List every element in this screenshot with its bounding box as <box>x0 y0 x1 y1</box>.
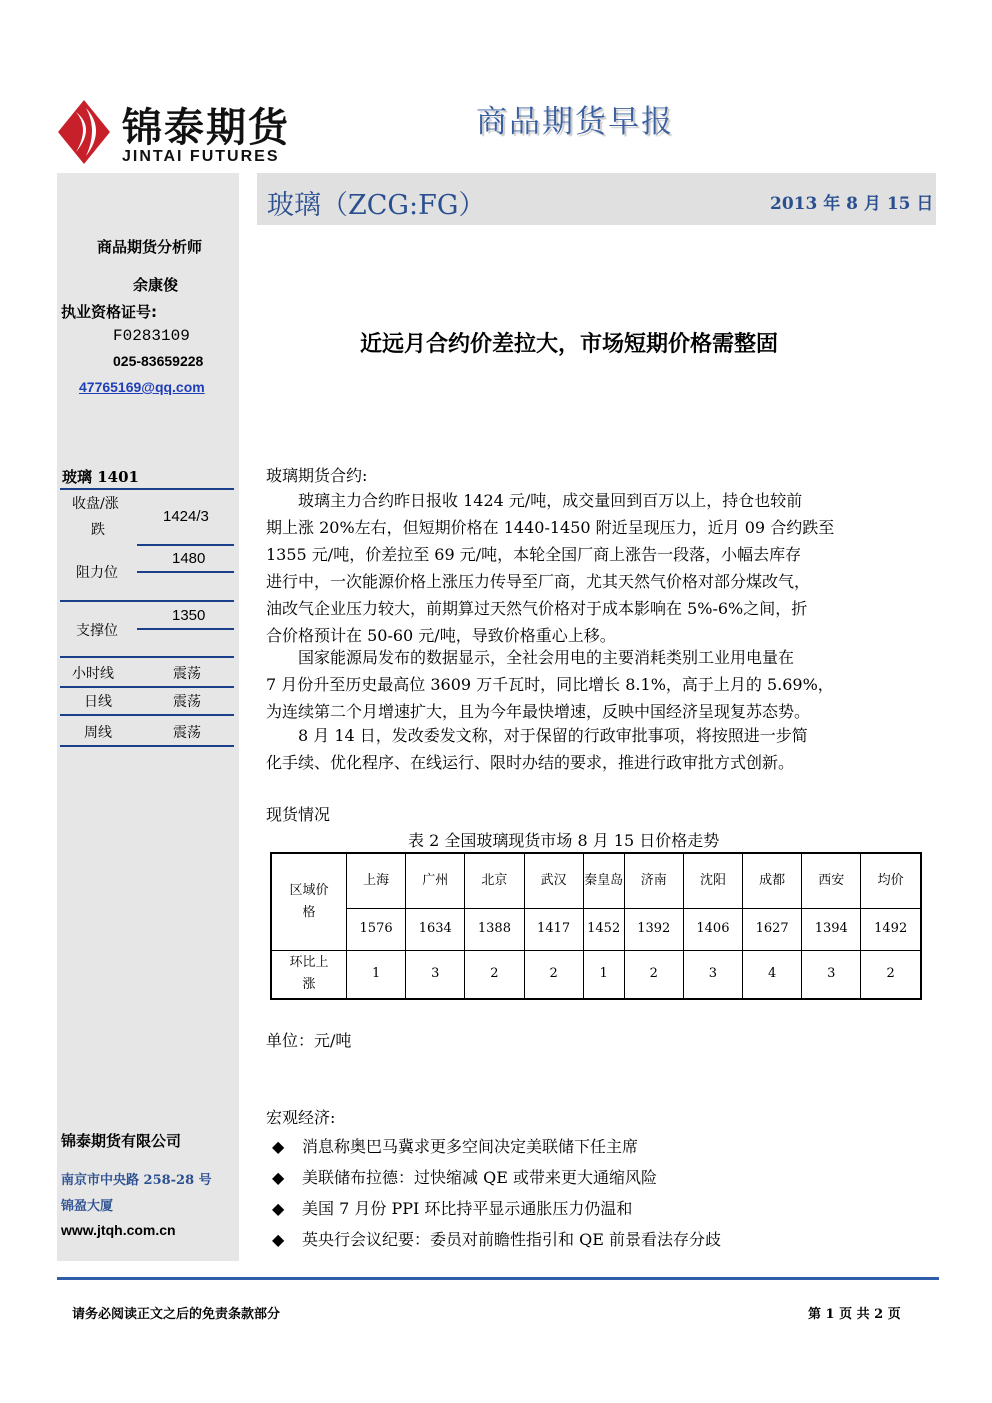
company-website[interactable]: www.jtqh.com.cn <box>61 1222 176 1238</box>
glass-section-heading: 玻璃期货合约: <box>266 466 368 485</box>
logo-english-name: JINTAI FUTURES <box>122 148 280 165</box>
city-cell: 武汉 <box>524 853 583 908</box>
price-cell: 1417 <box>524 908 583 950</box>
paragraph-main-contract: 玻璃主力合约昨日报收 1424 元/吨，成交量回到百万以上，持仓也较前 期上涨 20%左右，但短期价格在 1440-1450 附近呈现压力，近月 09 合约跌至 1355 元/吨，价差拉至 69 元/吨，本轮全国厂商上涨告一段落，小幅去库存 进行中，一次能源价格上涨压力传导至厂商，尤其天然气价格对部分煤改气， 油改气企业压力较大，前期算过天然气价格对于成本影响在 5%-6%之间，折 合价格预计在 50-60 元/吨，导致价格重心上移。 <box>266 491 835 645</box>
footer-disclaimer: 请务必阅读正文之后的免责条款部分 <box>72 1307 281 1322</box>
indicator-value-resistance: 1480 <box>172 550 206 567</box>
diamond-bullet-icon: ◆ <box>272 1137 285 1156</box>
list-item: ◆ 消息称奥巴马冀求更多空间决定美联储下任主席 <box>272 1137 639 1156</box>
change-cell: 1 <box>583 950 624 999</box>
paragraph-ndrc: 8 月 14 日，发改委发文称，对于保留的行政审批事项，将按照进一步简 化手续、优化程序、在线运行、限时办结的要求，推进行政审批方式创新。 <box>266 726 808 772</box>
table-row <box>271 908 921 950</box>
row-header-change: 环比上 涨 <box>271 950 347 999</box>
indicator-divider <box>60 656 234 658</box>
change-cell: 3 <box>406 950 465 999</box>
city-cell: 西安 <box>802 853 861 908</box>
analyst-name: 余康俊 <box>133 276 179 294</box>
indicator-label-resistance: 阻力位 <box>76 565 118 581</box>
indicator-divider <box>137 628 234 630</box>
indicator-value-daily: 震荡 <box>173 694 201 710</box>
indicator-value-support: 1350 <box>172 607 206 624</box>
company-logo-mark <box>56 98 112 166</box>
indicator-label-support: 支撑位 <box>76 623 118 639</box>
price-cell: 1394 <box>802 908 861 950</box>
city-cell: 上海 <box>347 853 406 908</box>
change-cell: 3 <box>683 950 742 999</box>
change-cell: 2 <box>624 950 683 999</box>
indicator-label-daily: 日线 <box>84 694 112 710</box>
indicator-divider <box>137 571 234 573</box>
list-item: ◆ 美国 7 月份 PPI 环比持平显示通胀压力仍温和 <box>272 1199 633 1218</box>
indicator-label-close-cont: 跌 <box>91 522 105 538</box>
analyst-email-link[interactable]: 47765169@qq.com <box>79 379 205 395</box>
indicator-label-close: 收盘/涨 <box>72 496 119 512</box>
indicator-value-hourly: 震荡 <box>173 666 201 682</box>
analyst-role: 商品期货分析师 <box>97 238 203 256</box>
price-cell: 1634 <box>406 908 465 950</box>
company-address-line2: 锦盈大厦 <box>61 1199 114 1214</box>
indicator-label-hourly: 小时线 <box>72 666 114 682</box>
city-cell: 济南 <box>624 853 683 908</box>
city-cell: 成都 <box>743 853 802 908</box>
spot-price-table <box>270 852 922 1000</box>
license-label: 执业资格证号: <box>61 303 157 321</box>
price-cell: 1627 <box>743 908 802 950</box>
price-cell: 1392 <box>624 908 683 950</box>
city-cell: 均价 <box>861 853 921 908</box>
change-cell: 2 <box>861 950 921 999</box>
indicator-divider <box>60 488 234 490</box>
price-cell: 1452 <box>583 908 624 950</box>
unit-note: 单位：元/吨 <box>266 1031 352 1050</box>
analyst-phone: 025-83659228 <box>113 353 204 369</box>
change-cell: 1 <box>347 950 406 999</box>
price-cell: 1492 <box>861 908 921 950</box>
city-cell: 北京 <box>465 853 524 908</box>
macro-news-list <box>272 1136 721 1260</box>
license-number: F0283109 <box>113 327 190 345</box>
indicator-divider <box>60 714 234 716</box>
footer-divider <box>57 1277 939 1280</box>
company-name: 锦泰期货有限公司 <box>61 1132 182 1150</box>
city-cell: 秦皇岛 <box>583 853 624 908</box>
diamond-bullet-icon: ◆ <box>272 1230 285 1249</box>
footer-page-number: 第 1 页 共 2 页 <box>808 1307 901 1322</box>
change-cell: 4 <box>743 950 802 999</box>
indicator-divider <box>60 686 234 688</box>
indicator-divider <box>137 544 234 546</box>
product-title: 玻璃（ZCG:FG） <box>267 190 486 221</box>
table-caption: 表 2 全国玻璃现货市场 8 月 15 日价格走势 <box>408 831 720 850</box>
indicator-divider <box>60 745 234 747</box>
city-cell: 广州 <box>406 853 465 908</box>
indicator-title: 玻璃 1401 <box>62 468 139 486</box>
macro-section-heading: 宏观经济: <box>266 1108 336 1127</box>
report-date: 2013 年 8 月 15 日 <box>770 194 934 214</box>
paragraph-energy-data: 国家能源局发布的数据显示，全社会用电的主要消耗类别工业用电量在 7 月份升至历史最高位 3609 万千瓦时，同比增长 8.1%，高于上月的 5.69%， 为连续第二个月增速扩大，且为今年最快增速，反映中国经济呈现复苏态势。 <box>266 648 834 721</box>
change-cell: 2 <box>465 950 524 999</box>
indicator-label-weekly: 周线 <box>84 725 112 741</box>
indicator-divider <box>60 600 234 602</box>
headline: 近远月合约价差拉大，市场短期价格需整固 <box>360 332 779 357</box>
indicator-value-close: 1424/3 <box>163 508 209 525</box>
company-address-line1: 南京市中央路 258-28 号 <box>61 1173 212 1188</box>
price-cell: 1406 <box>683 908 742 950</box>
logo-chinese-name: 锦泰期货 <box>122 105 290 151</box>
diamond-bullet-icon: ◆ <box>272 1168 285 1187</box>
table-row <box>271 853 921 908</box>
list-item: ◆ 英央行会议纪要：委员对前瞻性指引和 QE 前景看法存分歧 <box>272 1230 721 1249</box>
change-cell: 2 <box>524 950 583 999</box>
city-cell: 沈阳 <box>683 853 742 908</box>
diamond-bullet-icon: ◆ <box>272 1199 285 1218</box>
report-title: 商品期货早报 <box>476 104 674 140</box>
row-header-price: 区域价 格 <box>271 853 347 950</box>
change-cell: 3 <box>802 950 861 999</box>
list-item: ◆ 美联储布拉德：过快缩减 QE 或带来更大通缩风险 <box>272 1168 657 1187</box>
price-cell: 1576 <box>347 908 406 950</box>
spot-section-heading: 现货情况 <box>266 805 331 824</box>
table-row <box>271 950 921 999</box>
indicator-value-weekly: 震荡 <box>173 725 201 741</box>
price-cell: 1388 <box>465 908 524 950</box>
